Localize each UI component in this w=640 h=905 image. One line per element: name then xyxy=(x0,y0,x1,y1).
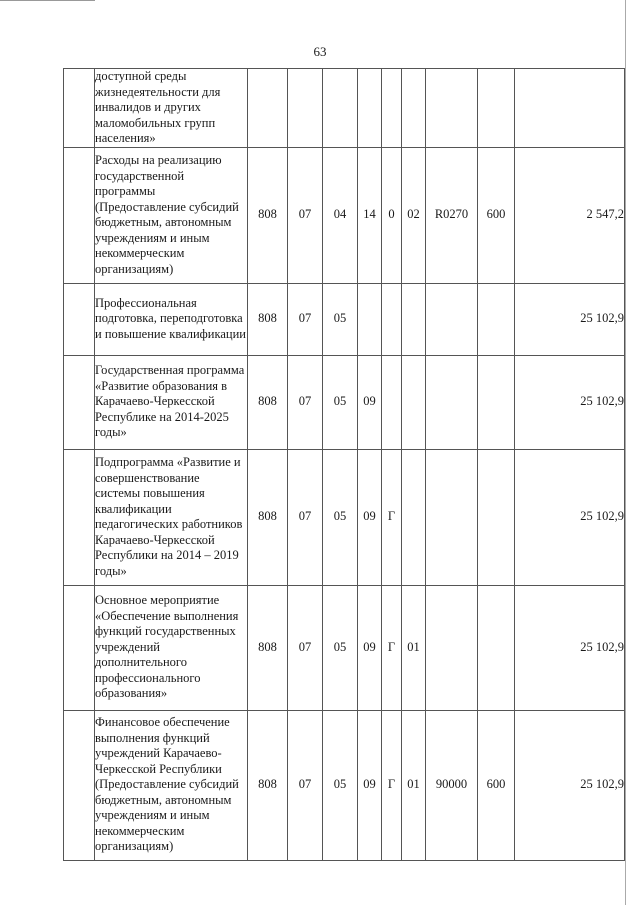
section-code-cell: 07 xyxy=(288,449,323,585)
amount-cell xyxy=(515,69,625,148)
expense-type-code-cell xyxy=(478,449,515,585)
expense-name-cell xyxy=(95,585,248,710)
program-code-cell: 09 xyxy=(358,449,382,585)
row-number-cell xyxy=(64,69,95,148)
direction-code-cell xyxy=(426,355,478,449)
table-row xyxy=(64,69,625,148)
row-number-cell xyxy=(64,147,95,283)
expense-type-code-cell xyxy=(478,283,515,355)
main-event-code-cell xyxy=(402,355,426,449)
expense-name-text: Основное мероприятие «Обеспечение выполнения функций государственных учреждений дополнительного профессионального образования» xyxy=(95,593,239,701)
expense-name-text: доступной среды жизнедеятельности для инвалидов и других маломобильных групп населения» xyxy=(95,69,221,145)
section-code-cell: 07 xyxy=(288,355,323,449)
amount-cell: 25 102,9 xyxy=(515,585,625,710)
section-code-cell: 07 xyxy=(288,710,323,860)
subsection-code-cell: 05 xyxy=(323,355,358,449)
expense-type-code-cell xyxy=(478,585,515,710)
main-event-code-cell xyxy=(402,69,426,148)
expense-name-cell xyxy=(95,710,248,860)
table-row xyxy=(64,283,625,355)
subsection-code-cell xyxy=(323,69,358,148)
expense-name-cell xyxy=(95,147,248,283)
expense-name-cell xyxy=(95,283,248,355)
direction-code-cell xyxy=(426,585,478,710)
main-event-code-cell: 01 xyxy=(402,585,426,710)
budget-table xyxy=(63,68,625,861)
amount-cell: 2 547,2 xyxy=(515,147,625,283)
table-row xyxy=(64,449,625,585)
subprogram-code-cell: Г xyxy=(382,585,402,710)
direction-code-cell: R0270 xyxy=(426,147,478,283)
expense-name-text: Финансовое обеспечение выполнения функций учреждений Карачаево-Черкесской Республики (Предоставление субсидий бюджетным, автономным учреждениям и иным некоммерческим организациям) xyxy=(95,715,239,854)
row-number-cell xyxy=(64,283,95,355)
section-code-cell: 07 xyxy=(288,283,323,355)
expense-name-cell xyxy=(95,355,248,449)
subsection-code-cell: 05 xyxy=(323,449,358,585)
amount-cell: 25 102,9 xyxy=(515,710,625,860)
main-event-code-cell xyxy=(402,449,426,585)
main-event-code-cell: 01 xyxy=(402,710,426,860)
subsection-code-cell: 04 xyxy=(323,147,358,283)
subsection-code-cell: 05 xyxy=(323,585,358,710)
program-code-cell: 14 xyxy=(358,147,382,283)
amount-cell: 25 102,9 xyxy=(515,283,625,355)
ministry-code-cell xyxy=(248,69,288,148)
ministry-code-cell: 808 xyxy=(248,147,288,283)
amount-cell: 25 102,9 xyxy=(515,449,625,585)
main-event-code-cell xyxy=(402,283,426,355)
main-event-code-cell: 02 xyxy=(402,147,426,283)
expense-type-code-cell xyxy=(478,355,515,449)
subprogram-code-cell: 0 xyxy=(382,147,402,283)
expense-name-text: Подпрограмма «Развитие и совершенствование системы повышения квалификации педагогических работников Карачаево-Черкесской Республики на 2014 – 2019 годы» xyxy=(95,455,243,578)
section-code-cell: 07 xyxy=(288,585,323,710)
table-row xyxy=(64,355,625,449)
expense-name-text: Профессиональная подготовка, переподготовка и повышение квалификации xyxy=(95,295,246,341)
amount-cell: 25 102,9 xyxy=(515,355,625,449)
direction-code-cell: 90000 xyxy=(426,710,478,860)
subprogram-code-cell: Г xyxy=(382,710,402,860)
program-code-cell xyxy=(358,69,382,148)
ministry-code-cell: 808 xyxy=(248,355,288,449)
direction-code-cell xyxy=(426,69,478,148)
direction-code-cell xyxy=(426,283,478,355)
ministry-code-cell: 808 xyxy=(248,449,288,585)
subsection-code-cell: 05 xyxy=(323,283,358,355)
expense-type-code-cell: 600 xyxy=(478,147,515,283)
expense-name-text: Государственная программа «Развитие образования в Карачаево-Черкесской Республике на 2014-2025 годы» xyxy=(95,363,245,440)
program-code-cell: 09 xyxy=(358,355,382,449)
page-number: 63 xyxy=(313,44,327,59)
table-row xyxy=(64,147,625,283)
budget-table-body xyxy=(64,69,625,861)
row-number-cell xyxy=(64,710,95,860)
program-code-cell: 09 xyxy=(358,710,382,860)
section-code-cell: 07 xyxy=(288,147,323,283)
ministry-code-cell: 808 xyxy=(248,710,288,860)
subprogram-code-cell xyxy=(382,69,402,148)
row-number-cell xyxy=(64,355,95,449)
direction-code-cell xyxy=(426,449,478,585)
scan-top-edge xyxy=(0,0,95,3)
subprogram-code-cell xyxy=(382,355,402,449)
row-number-cell xyxy=(64,585,95,710)
expense-type-code-cell xyxy=(478,69,515,148)
expense-name-text: Расходы на реализацию государственной программы (Предоставление субсидий бюджетным, автономным учреждениям и иным некоммерческим организациям) xyxy=(95,153,239,276)
expense-name-cell xyxy=(95,69,248,148)
subprogram-code-cell: Г xyxy=(382,449,402,585)
program-code-cell: 09 xyxy=(358,585,382,710)
subsection-code-cell: 05 xyxy=(323,710,358,860)
expense-name-cell xyxy=(95,449,248,585)
ministry-code-cell: 808 xyxy=(248,585,288,710)
section-code-cell xyxy=(288,69,323,148)
row-number-cell xyxy=(64,449,95,585)
ministry-code-cell: 808 xyxy=(248,283,288,355)
table-row xyxy=(64,710,625,860)
table-row xyxy=(64,585,625,710)
subprogram-code-cell xyxy=(382,283,402,355)
expense-type-code-cell: 600 xyxy=(478,710,515,860)
program-code-cell xyxy=(358,283,382,355)
